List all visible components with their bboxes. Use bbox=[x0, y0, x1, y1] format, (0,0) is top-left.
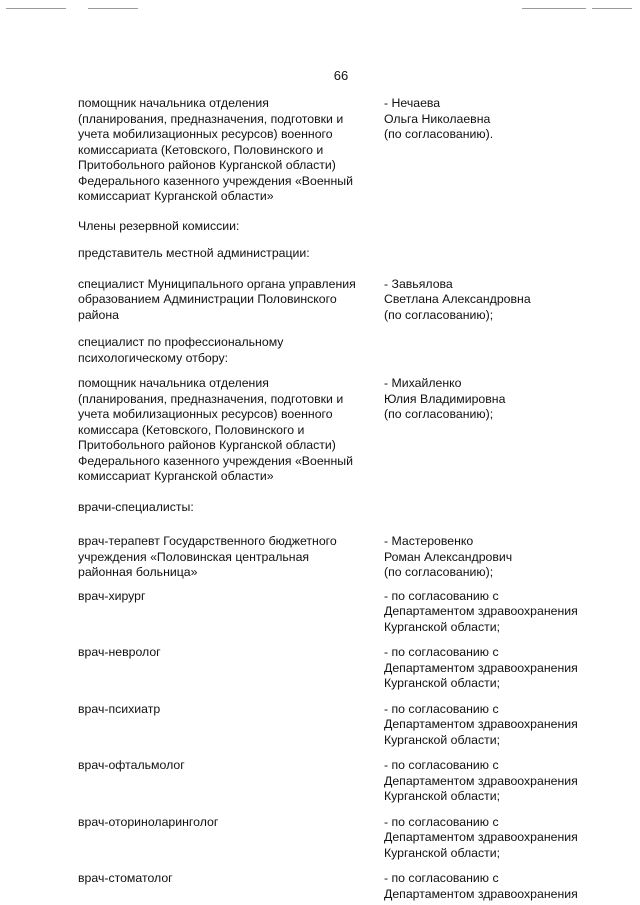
entry-dentist bbox=[78, 871, 604, 902]
entry-position: врач-терапевт Государственного бюджетного учреждения «Половинская центральная районная больница» bbox=[78, 534, 337, 579]
entry-position: врач-невролог bbox=[78, 645, 161, 659]
entry-ophthalmologist bbox=[78, 758, 604, 805]
entry-person: - Мастеровенко Роман Александрович (по согласованию); bbox=[384, 534, 513, 579]
section-heading-doctors: врачи-специалисты: bbox=[78, 499, 194, 514]
entry-position: врач-психиатр bbox=[78, 701, 161, 716]
page-number: 66 bbox=[333, 68, 349, 83]
entry-otolaryngologist bbox=[78, 815, 604, 862]
section-heading-reserve-members: Члены резервной комиссии: bbox=[78, 218, 240, 233]
entry-person: - по согласованию с Департаментом здравоохранения Курганской области; bbox=[384, 645, 578, 690]
entry-position: врач-оториноларинголог bbox=[78, 814, 219, 829]
entry-person: - Нечаева Ольга Николаевна (по согласованию). bbox=[384, 96, 494, 141]
entry-position: врач-стоматолог bbox=[78, 871, 173, 885]
entry-psychiatrist bbox=[78, 702, 604, 749]
entry-person: - по согласованию с Департаментом здравоохранения Курганской области; bbox=[384, 588, 578, 634]
entry-neurologist bbox=[78, 645, 604, 692]
scan-border-line bbox=[522, 8, 586, 9]
entry-person: - по согласованию с Департаментом здравоохранения bbox=[384, 871, 578, 901]
entry-position: врач-хирург bbox=[78, 588, 146, 603]
entry-position: врач-офтальмолог bbox=[78, 758, 185, 772]
entry-person: - по согласованию с Департаментом здравоохранения Курганской области; bbox=[384, 758, 578, 803]
entry-person: - по согласованию с Департаментом здравоохранения Курганской области; bbox=[384, 701, 578, 747]
entry-assistant-head-nechaeva bbox=[78, 96, 604, 205]
entry-education-specialist bbox=[78, 277, 604, 324]
entry-person: - Завьялова Светлана Александровна (по согласованию); bbox=[384, 276, 531, 322]
document-body bbox=[78, 96, 604, 902]
section-heading-psych-selection: специалист по профессиональному психологическому отбору: bbox=[78, 335, 284, 365]
scan-border-line bbox=[592, 8, 632, 9]
section-heading-local-admin: представитель местной администрации: bbox=[78, 246, 310, 260]
entry-therapist bbox=[78, 534, 604, 581]
entry-position: помощник начальника отделения (планирования, предназначения, подготовки и учета мобилизационных ресурсов) военного комиссариата (Кетовского, Половинского и Притобольного районов Курганской области) Федерального казенного учреждения «Военный комиссариат Курганской области» bbox=[78, 96, 353, 203]
entry-surgeon bbox=[78, 589, 604, 636]
entry-person: - Михайленко Юлия Владимировна (по согласованию); bbox=[384, 376, 506, 421]
entry-position: специалист Муниципального органа управления образованием Администрации Половинского района bbox=[78, 276, 356, 322]
entry-assistant-head-mikhaylenko bbox=[78, 376, 604, 485]
scan-border-line bbox=[6, 8, 66, 9]
scan-border-line bbox=[88, 8, 138, 9]
entry-position: помощник начальника отделения (планирования, предназначения, подготовки и учета мобилизационных ресурсов) военного комиссара (Кетовского, Половинского и Притобольного районов Курганской области) Федерального казенного учреждения «Военный комиссариат Курганской области» bbox=[78, 376, 353, 483]
entry-person: - по согласованию с Департаментом здравоохранения Курганской области; bbox=[384, 814, 578, 860]
